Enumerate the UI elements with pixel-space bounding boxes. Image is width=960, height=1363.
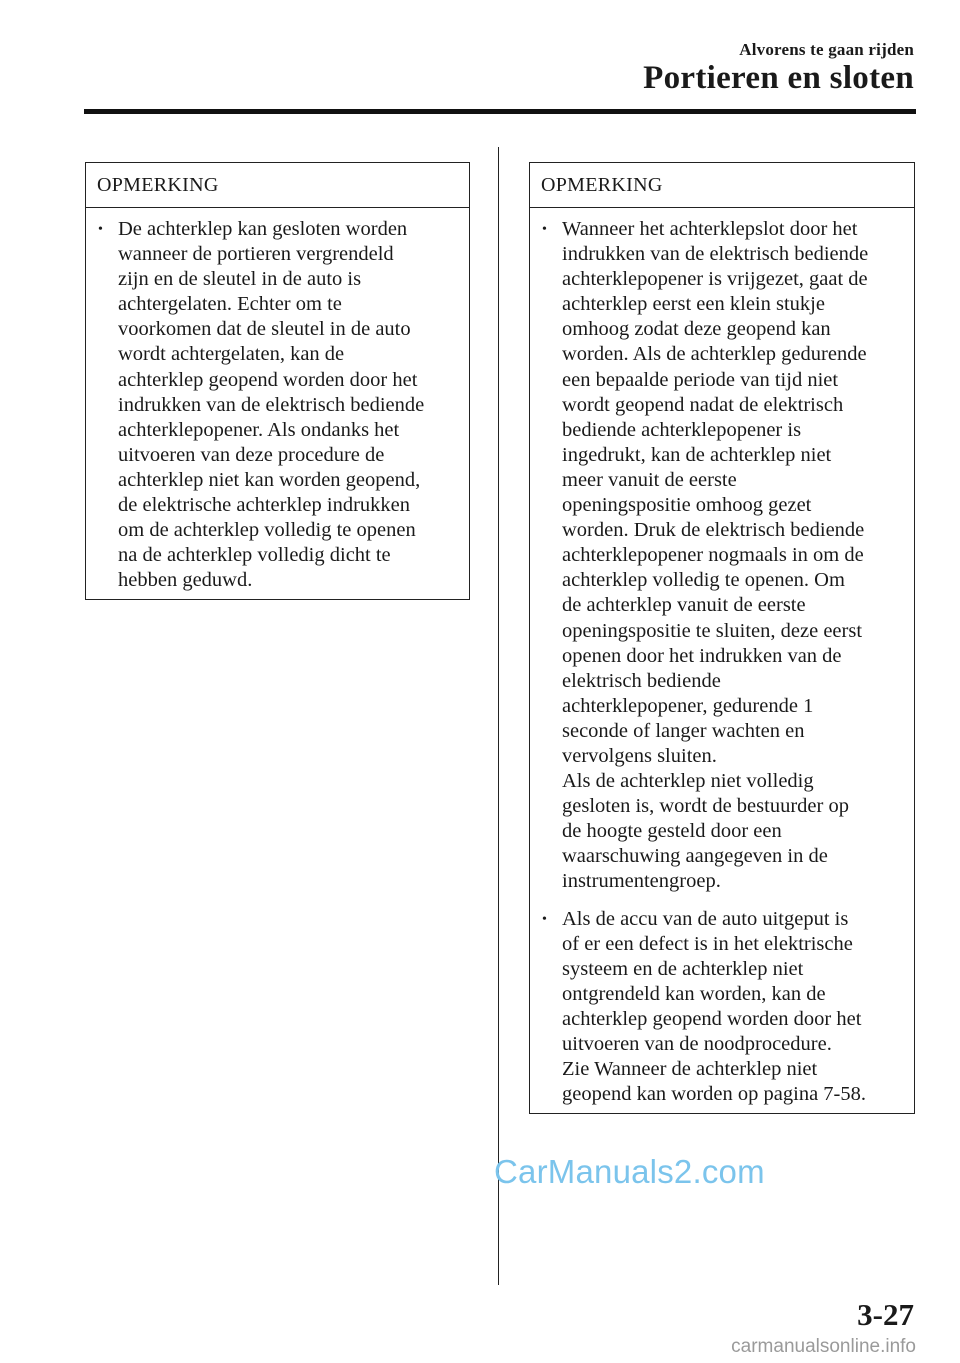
watermark-carmanuals2[interactable]: CarManuals2.com [494,1153,765,1190]
bullet-text: De achterklep kan gesloten worden wanneer de portieren vergrendeld zijn en de sleutel in de auto is achtergelaten. Echter om te voorkomen dat de sleutel in de auto wordt achtergelaten, kan de achterklep geopend worden door het indrukken van de elektrisch bediende achterklepopener. Als ondanks het uitvoeren van deze procedure de achterklep niet kan worden geopend, de elektrische achterklep indrukken om de achterklep volledig te openen na de achterklep volledig dicht te hebben geduwd. [118,218,425,592]
note-body [86,208,469,593]
bullet-item [96,217,469,593]
bullet-icon: • [542,911,547,927]
bullet-icon: • [542,222,547,237]
note-box-left [85,162,470,600]
bullet-icon: • [98,222,103,237]
section-label: Alvorens te gaan rijden [739,40,914,59]
bullet-item [540,217,914,895]
note-body [530,208,914,1107]
footer-watermark[interactable]: carmanualsonline.info [731,1336,916,1357]
bullet-text: Als de accu van de auto uitgeput is of er een defect is in het elektrische systeem en de achterklep niet ontgrendeld kan worden, kan de achterklep geopend worden door het uitvoeren van de noodprocedure. Zie Wanneer de achterklep niet geopend kan worden op pagina 7-58. [562,907,866,1106]
chapter-title: Portieren en sloten [643,60,914,96]
bullet-item [540,907,914,1108]
note-heading: OPMERKING [530,163,914,208]
bullet-text: Wanneer het achterklepslot door het indrukken van de elektrisch bediende achterklepopener is vrijgezet, gaat de achterklep eerst een klein stukje omhoog zodat deze geopend kan worden. Als de achterklep gedurende een bepaalde periode van tijd niet wordt geopend nadat de elektrisch bediende achterklepopener is ingedrukt, kan de achterklep niet meer vanuit de eerste openingspositie omhoog gezet worden. Druk de elektrisch bediende achterklepopener nogmaals in om de achterklep volledig te openen. Om de achterklep vanuit de eerste openingspositie te sluiten, deze eerst openen door het indrukken van de elektrisch bediende achterklepopener, gedurende 1 seconde of langer wachten en vervolgens sluiten. Als de achterklep niet volledig gesloten is, wordt de bestuurder op de hoogte gesteld door een waarschuwing aangegeven in de instrumentengroep. [562,218,869,893]
page-number: 3-27 [857,1297,914,1332]
header-rule [84,109,916,114]
note-box-right [529,162,915,1114]
column-divider [498,147,499,1285]
note-heading: OPMERKING [86,163,469,208]
